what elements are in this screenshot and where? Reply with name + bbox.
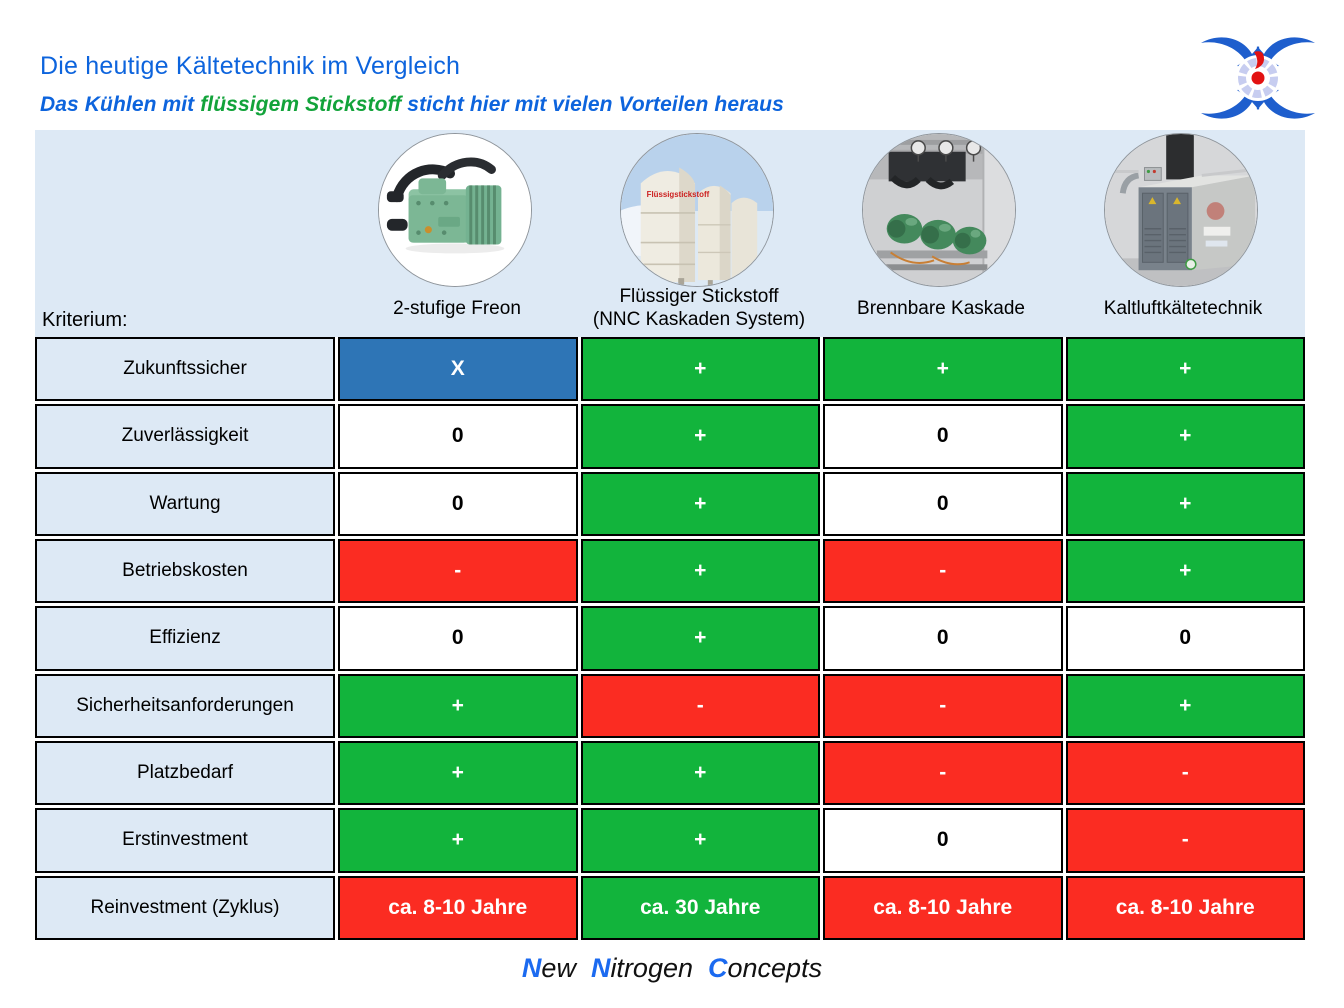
column-header-stickstoff: [564, 282, 834, 334]
row-label-effizienz: Effizienz: [35, 606, 335, 670]
table-header-band: [35, 130, 1305, 337]
table-cell: 0: [338, 472, 578, 536]
table-cell: -: [1066, 808, 1306, 872]
row-label-sicherheitsanforderungen: Sicherheitsanforderungen: [35, 674, 335, 738]
row-label-zukunftssicher: Zukunftssicher: [35, 337, 335, 401]
nnc-logo-icon: [1198, 30, 1318, 126]
table-cell: 0: [823, 404, 1063, 468]
table-cell: +: [338, 674, 578, 738]
four-arrows-logo-icon: [1198, 30, 1318, 126]
table-cell: ca. 8-10 Jahre: [1066, 876, 1306, 940]
row-label-wartung: Wartung: [35, 472, 335, 536]
table-cell: +: [581, 808, 821, 872]
table-cell: -: [823, 674, 1063, 738]
page-title: Die heutige Kältetechnik im Vergleich: [40, 52, 461, 80]
column-header-freon: [322, 282, 592, 334]
row-label-erstinvestment: Erstinvestment: [35, 808, 335, 872]
tank-label-text: Flüssigstickstoff: [646, 190, 710, 200]
freon-compressor-photo: [378, 133, 532, 287]
table-cell: +: [581, 741, 821, 805]
table-cell: +: [581, 539, 821, 603]
table-cell: 0: [823, 606, 1063, 670]
table-cell: -: [823, 741, 1063, 805]
footer-word: itrogen: [610, 953, 693, 983]
footer-initial: C: [708, 953, 728, 983]
row-label-platzbedarf: Platzbedarf: [35, 741, 335, 805]
comparison-table: [35, 337, 1305, 940]
page-subtitle: [40, 93, 784, 117]
subtitle-highlight: flüssigem Stickstoff: [200, 93, 402, 116]
table-cell: 0: [823, 808, 1063, 872]
table-cell: +: [1066, 472, 1306, 536]
table-cell: -: [338, 539, 578, 603]
table-cell: +: [338, 741, 578, 805]
table-cell: ca. 8-10 Jahre: [823, 876, 1063, 940]
row-label-betriebskosten: Betriebskosten: [35, 539, 335, 603]
table-cell: +: [1066, 674, 1306, 738]
table-cell: ca. 8-10 Jahre: [338, 876, 578, 940]
table-cell: +: [1066, 337, 1306, 401]
table-cell: +: [823, 337, 1063, 401]
table-cell: +: [1066, 404, 1306, 468]
table-cell: 0: [823, 472, 1063, 536]
table-cell: +: [581, 472, 821, 536]
column-label: 2-stufige Freon: [393, 297, 521, 319]
footer-brand: [0, 953, 1344, 984]
table-cell: +: [581, 404, 821, 468]
row-label-reinvestment: Reinvestment (Zyklus): [35, 876, 335, 940]
table-cell: 0: [1066, 606, 1306, 670]
column-header-kaltluft: [1048, 282, 1318, 334]
table-cell: +: [1066, 539, 1306, 603]
table-cell: +: [581, 606, 821, 670]
footer-initial: N: [521, 953, 542, 983]
table-cell: -: [581, 674, 821, 738]
table-cell: +: [581, 337, 821, 401]
table-cell: 0: [338, 404, 578, 468]
table-cell: ca. 30 Jahre: [581, 876, 821, 940]
column-header-kaskade: [806, 282, 1076, 334]
nitrogen-tanks-photo: [620, 133, 774, 287]
cold-air-unit-photo: [1104, 133, 1258, 287]
table-cell: -: [823, 539, 1063, 603]
row-label-zuverlaessigkeit: Zuverlässigkeit: [35, 404, 335, 468]
subtitle-part2: sticht hier mit vielen Vorteilen heraus: [401, 93, 784, 116]
criterium-label: Kriterium:: [42, 309, 128, 331]
cascade-plant-photo: [862, 133, 1016, 287]
table-cell: +: [338, 808, 578, 872]
footer-word: oncepts: [727, 953, 823, 983]
column-label: Brennbare Kaskade: [857, 297, 1025, 319]
column-label: Kaltluftkältetechnik: [1103, 297, 1263, 319]
column-label: Flüssiger Stickstoff: [619, 286, 779, 307]
footer-initial: N: [590, 953, 611, 983]
column-label-line2: (NNC Kaskaden System): [592, 309, 806, 330]
table-cell: 0: [338, 606, 578, 670]
table-cell: -: [1066, 741, 1306, 805]
table-cell: X: [338, 337, 578, 401]
subtitle-part1: Das Kühlen mit: [40, 93, 201, 116]
footer-word: ew: [541, 953, 576, 983]
